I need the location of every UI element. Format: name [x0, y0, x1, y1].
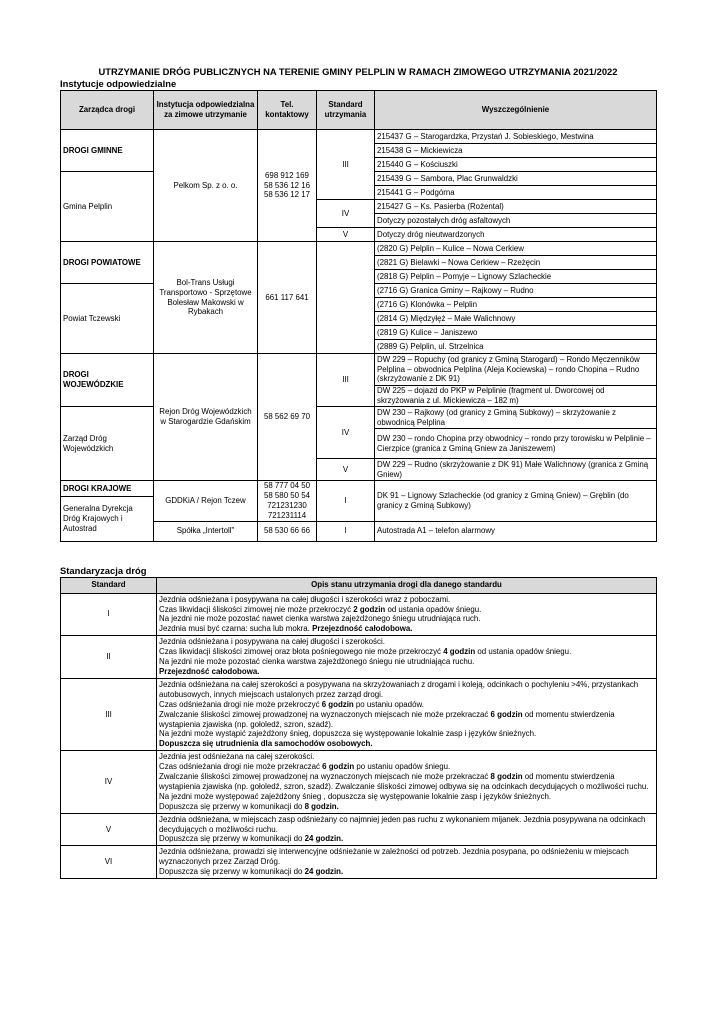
- description-line: [159, 595, 654, 605]
- text-run: Czas likwidacji śliskości zimowej oraz błota pośniegowego nie może przekroczyć: [159, 647, 444, 657]
- road-item: (2819 G) Kulice – Janiszewo: [375, 326, 657, 340]
- road-item: 215440 G – Kościuszki: [375, 158, 657, 172]
- text-run: Dopuszcza się przerwy w komunikacji do: [159, 834, 305, 844]
- phone-number: 58 777 04 50: [263, 481, 311, 490]
- text-run: po ustaniu opadów śniegu.: [354, 762, 451, 772]
- category-label: DROGI WOJEWÓDZKIE: [61, 354, 154, 407]
- road-item: (2814 G) Międzyłęż – Małe Walichnowy: [375, 312, 657, 326]
- manager-cell: Generalna Dyrekcja Dróg Krajowych i Autostrad: [61, 497, 154, 542]
- phone-cell: 58 562 69 70: [258, 354, 317, 481]
- bold-text-run: 4 godzin: [443, 647, 476, 657]
- table-row: [61, 813, 657, 846]
- header-phone: Tel. kontaktowy: [258, 91, 317, 130]
- manager-cell: Zarząd Dróg Wojewódzkich: [61, 407, 154, 481]
- description-line: [159, 739, 654, 749]
- standard-description: [157, 813, 657, 846]
- table-row: [61, 678, 657, 750]
- standard-description: [157, 636, 657, 679]
- standard-cell: VI: [61, 846, 157, 879]
- road-item: 215437 G – Starogardzka, Przystań J. Sobieskiego, Mestwina: [375, 130, 657, 144]
- text-run: od ustania opadów śniegu.: [475, 647, 572, 657]
- bold-text-run: 6 godzin: [490, 709, 523, 719]
- header-standard: Standard: [61, 577, 157, 593]
- road-item: 215438 G – Mickiewicza: [375, 144, 657, 158]
- document-page: [60, 66, 656, 879]
- bold-text-run: 6 godzin: [321, 699, 354, 709]
- category-label: DROGI POWIATOWE: [61, 242, 154, 284]
- bold-text-run: 24 godzin.: [304, 867, 344, 877]
- road-item: 215441 G – Podgórna: [375, 186, 657, 200]
- standard-description: [157, 751, 657, 813]
- text-run: Dopuszcza się przerwy w komunikacji do: [159, 867, 305, 877]
- header-institution: Instytucja odpowiedzialna za zimowe utrzymanie: [154, 91, 258, 130]
- section-title-institutions: Instytucje odpowiedzialne: [60, 78, 177, 89]
- description-line: [159, 752, 654, 762]
- bold-text-run: 2 godzin: [353, 604, 386, 614]
- phone-number: 58 536 12 17: [263, 190, 311, 200]
- header-standard: Standard utrzymania: [317, 91, 375, 130]
- phone-number: 58 536 12 16: [263, 180, 311, 190]
- description-line: [159, 680, 654, 700]
- road-item: DW 230 – rondo Chopina przy obwodnicy – rondo przy torowisku w Pelplinie – Cierzpice (granica z Gminą Gniew za Janiszewem): [375, 429, 657, 459]
- bold-text-run: 8 godzin: [490, 772, 523, 782]
- category-label: DROGI KRAJOWE: [61, 481, 154, 497]
- table-header-row: [61, 577, 657, 593]
- text-run: Czas likwidacji śliskości zimowej nie może przekroczyć: [159, 604, 354, 614]
- description-line: [159, 637, 654, 647]
- text-run: Jezdnia odśnieżana na całej szerokości a posypywana na skrzyżowaniach z drogami i koleją, odcinkach o pochyleniu >4%, przystankach autobusowych, innych miejscach ustalonych przez zarząd drogi.: [159, 679, 639, 699]
- standard-cell: III: [317, 130, 375, 200]
- text-run: Czas odśnieżania drogi nie może przekroczyć: [159, 699, 322, 709]
- description-line: [159, 762, 654, 772]
- standard-cell: IV: [317, 200, 375, 228]
- description-line: [159, 710, 654, 730]
- standard-cell: IV: [61, 751, 157, 813]
- description-line: [159, 647, 654, 657]
- road-item: 215439 G – Sambora, Plac Grunwaldzki: [375, 172, 657, 186]
- description-line: [159, 772, 654, 792]
- phone-number: 721231230: [267, 500, 307, 510]
- standard-cell: III: [317, 354, 375, 407]
- phone-number: 698 912 169: [265, 170, 309, 180]
- standard-cell: I: [317, 521, 375, 541]
- text-run: Zwalczanie śliskości zimowej prowadzonej na wyznaczonych miejscach nie może przekraczać: [159, 709, 491, 719]
- text-run: Na jezdni może występować zajeżdżony śnieg , dopuszcza się występowanie lokalnie zasp i języków śnieżnych.: [159, 791, 552, 801]
- road-item: Dotyczy pozostałych dróg asfaltowych: [375, 214, 657, 228]
- table-row: [61, 407, 657, 429]
- document-title: UTRZYMANIE DRÓG PUBLICZNYCH NA TERENIE GMINY PELPLIN W RAMACH ZIMOWEGO UTRZYMANIA 2021/2022: [98, 66, 618, 77]
- bold-text-run: Przejezdność całodobowa.: [159, 666, 260, 676]
- road-item: (2820 G) Pelplin – Kulice – Nowa Cerkiew: [375, 242, 657, 256]
- phone-cell: [258, 481, 317, 522]
- bold-text-run: Dopuszcza się utrudnienia dla samochodów osobowych.: [159, 739, 373, 749]
- header-manager: Zarządca drogi: [61, 91, 154, 130]
- standard-cell: V: [317, 228, 375, 242]
- table-row: [61, 846, 657, 879]
- road-item: (2821 G) Bielawki – Nowa Cerkiew – Rzeżęcin: [375, 256, 657, 270]
- institution-cell: Spółka „Intertoll": [154, 521, 258, 541]
- table-row: [61, 481, 657, 497]
- phone-number: 721231114: [267, 510, 307, 520]
- table-row: [61, 593, 657, 636]
- table-row: [61, 354, 657, 386]
- phone-cell: [258, 130, 317, 242]
- institution-cell: GDDKiA / Rejon Tczew: [154, 481, 258, 522]
- standard-description: [157, 678, 657, 750]
- table-row: [61, 751, 657, 813]
- road-item: DW 230 – Rajkowy (od granicy z Gminą Subkowy) – skrzyżowanie z obwodnicą Pelplina: [375, 407, 657, 429]
- standard-cell: III: [61, 678, 157, 750]
- standard-description: [157, 846, 657, 879]
- standard-cell: I: [317, 481, 375, 522]
- description-line: [159, 667, 654, 677]
- section-title-standards: Standaryzacja dróg: [60, 564, 147, 576]
- road-item: (2889 G) Pelplin, ul. Strzelnica: [375, 340, 657, 354]
- description-line: [159, 867, 654, 877]
- phone-cell: 58 530 66 66: [258, 521, 317, 541]
- text-run: od momentu stwierdzenia wystąpienia zjawiska (np. gołoledź, szron, szadź). Zwalczanie śliskości zimowej odbywa się na odcinkach decydujących o możliwości ruchu.: [159, 772, 649, 791]
- table-row: [61, 636, 657, 679]
- bold-text-run: Przejezdność całodobowa.: [312, 624, 413, 634]
- road-item: (2818 G) Pelplin – Pomyje – Lignowy Szlacheckie: [375, 270, 657, 284]
- text-run: Czas odśnieżania drogi nie może przekraczać: [159, 762, 323, 772]
- description-line: [159, 847, 654, 867]
- description-line: [159, 834, 654, 844]
- standard-cell: V: [317, 459, 375, 481]
- road-item: (2716 G) Granica Gminy – Rajkowy – Rudno: [375, 284, 657, 298]
- standard-cell: IV: [317, 407, 375, 459]
- header-details: Wyszczególnienie: [375, 91, 657, 130]
- manager-cell: Gmina Pelplin: [61, 172, 154, 242]
- bold-text-run: 6 godzin: [322, 762, 355, 772]
- text-run: Dopuszcza się przerwy w komunikacji do: [159, 801, 305, 811]
- description-line: [159, 657, 654, 667]
- standards-table: [60, 577, 657, 879]
- road-item: DK 91 – Lignowy Szlacheckie (od granicy z Gminą Gniew) – Gręblin (do granicy z Gminą Subkowy): [375, 481, 657, 522]
- manager-cell: Powiat Tczewski: [61, 284, 154, 354]
- text-run: Jezdnia odśnieżana i posypywana na całej długości i szerokości.: [159, 637, 385, 647]
- description-line: [159, 605, 654, 615]
- standard-cell: I: [61, 593, 157, 636]
- road-item: DW 229 – Ropuchy (od granicy z Gminą Starogard) – Rondo Męczenników Pelplina – obwodnica Pelplina (Aleja Kociewska) – rondo Chopina – Rudno (skrzyżowanie z DK 91): [375, 354, 657, 386]
- standard-description: [157, 593, 657, 636]
- standard-cell: V: [61, 813, 157, 846]
- table-row: [61, 242, 657, 256]
- institution-cell: Rejon Dróg Wojewódzkich w Starogardzie Gdańskim: [154, 354, 258, 481]
- institution-cell: Bol-Trans Usługi Transportowo - Sprzętowe Bolesław Makowski w Rybakach: [154, 242, 258, 354]
- institutions-table: [60, 90, 657, 542]
- text-run: Jezdnia jest odśnieżana na całej szerokości.: [159, 752, 315, 762]
- description-line: [159, 700, 654, 710]
- road-item: (2716 G) Klonówka – Pelplin: [375, 298, 657, 312]
- road-item: Autostrada A1 – telefon alarmowy: [375, 521, 657, 541]
- table-row: [61, 130, 657, 144]
- text-run: Zwalczanie śliskości zimowej prowadzonej na wyznaczonych miejscach nie może przekraczać: [159, 772, 491, 782]
- description-line: [159, 729, 654, 739]
- text-run: Jezdnia musi być czarna: sucha lub mokra.: [159, 624, 313, 634]
- text-run: od ustania opadów śniegu.: [385, 604, 482, 614]
- description-line: [159, 624, 654, 634]
- text-run: Jezdnia odśnieżana, prowadzi się interwencyjne odśnieżanie w zależności od potrzeb. Jezdnia posypana, po odśnieżeniu w miejscach wyznaczonych przez Zarząd Dróg.: [159, 847, 629, 867]
- phone-number: 58 580 50 54: [263, 490, 311, 500]
- text-run: po ustaniu opadów.: [353, 699, 424, 709]
- standard-cell: [317, 242, 375, 354]
- text-run: Na jezdni nie może pozostać nawet cienka warstwa zajeżdżonego śniegu utrudniająca ruch.: [159, 614, 481, 624]
- description-line: [159, 815, 654, 835]
- road-item: Dotyczy dróg nieutwardzonych: [375, 228, 657, 242]
- text-run: od momentu stwierdzenia wystąpienia zjawiska (np. gołoledź, szron, szadź).: [159, 709, 615, 729]
- text-run: Jezdnia odśnieżana i posypywana na całej długości i szerokości wraz z poboczami.: [159, 594, 451, 604]
- header-description: Opis stanu utrzymania drogi dla danego standardu: [157, 577, 657, 593]
- bold-text-run: 24 godzin.: [304, 834, 344, 844]
- table-header-row: [61, 91, 657, 130]
- category-label: DROGI GMINNE: [61, 130, 154, 172]
- description-line: [159, 802, 654, 812]
- text-run: Na jezdni może wystąpić zajeżdżony śnieg, dopuszcza się występowanie lokalnie zasp i języków śnieżnych.: [159, 729, 537, 739]
- text-run: Na jezdni nie może pozostać cienka warstwa zajeżdżonego śniegu nie utrudniająca ruchu.: [159, 657, 475, 667]
- road-item: DW 225 – dojazd do PKP w Pelplinie (fragment ul. Dworcowej od skrzyżowania z ul. Mickiewicza – 182 m): [375, 386, 657, 407]
- road-item: 215427 G – Ks. Pasierba (Rożental): [375, 200, 657, 214]
- bold-text-run: 8 godzin.: [304, 801, 339, 811]
- road-item: DW 229 – Rudno (skrzyżowanie z DK 91) Małe Walichnowy (granica z Gminą Gniew): [375, 459, 657, 481]
- phone-cell: 661 117 641: [258, 242, 317, 354]
- standard-cell: II: [61, 636, 157, 679]
- text-run: Jezdnia odśnieżana, w miejscach zasp odśnieżany co najmniej jeden pas ruchu z wykonaniem mijanek. Jezdnia posypywana na odcinkach decydujących o możliwości ruchu.: [159, 814, 646, 834]
- description-line: [159, 792, 654, 802]
- institution-cell: Pelkom Sp. z o. o.: [154, 130, 258, 242]
- description-line: [159, 614, 654, 624]
